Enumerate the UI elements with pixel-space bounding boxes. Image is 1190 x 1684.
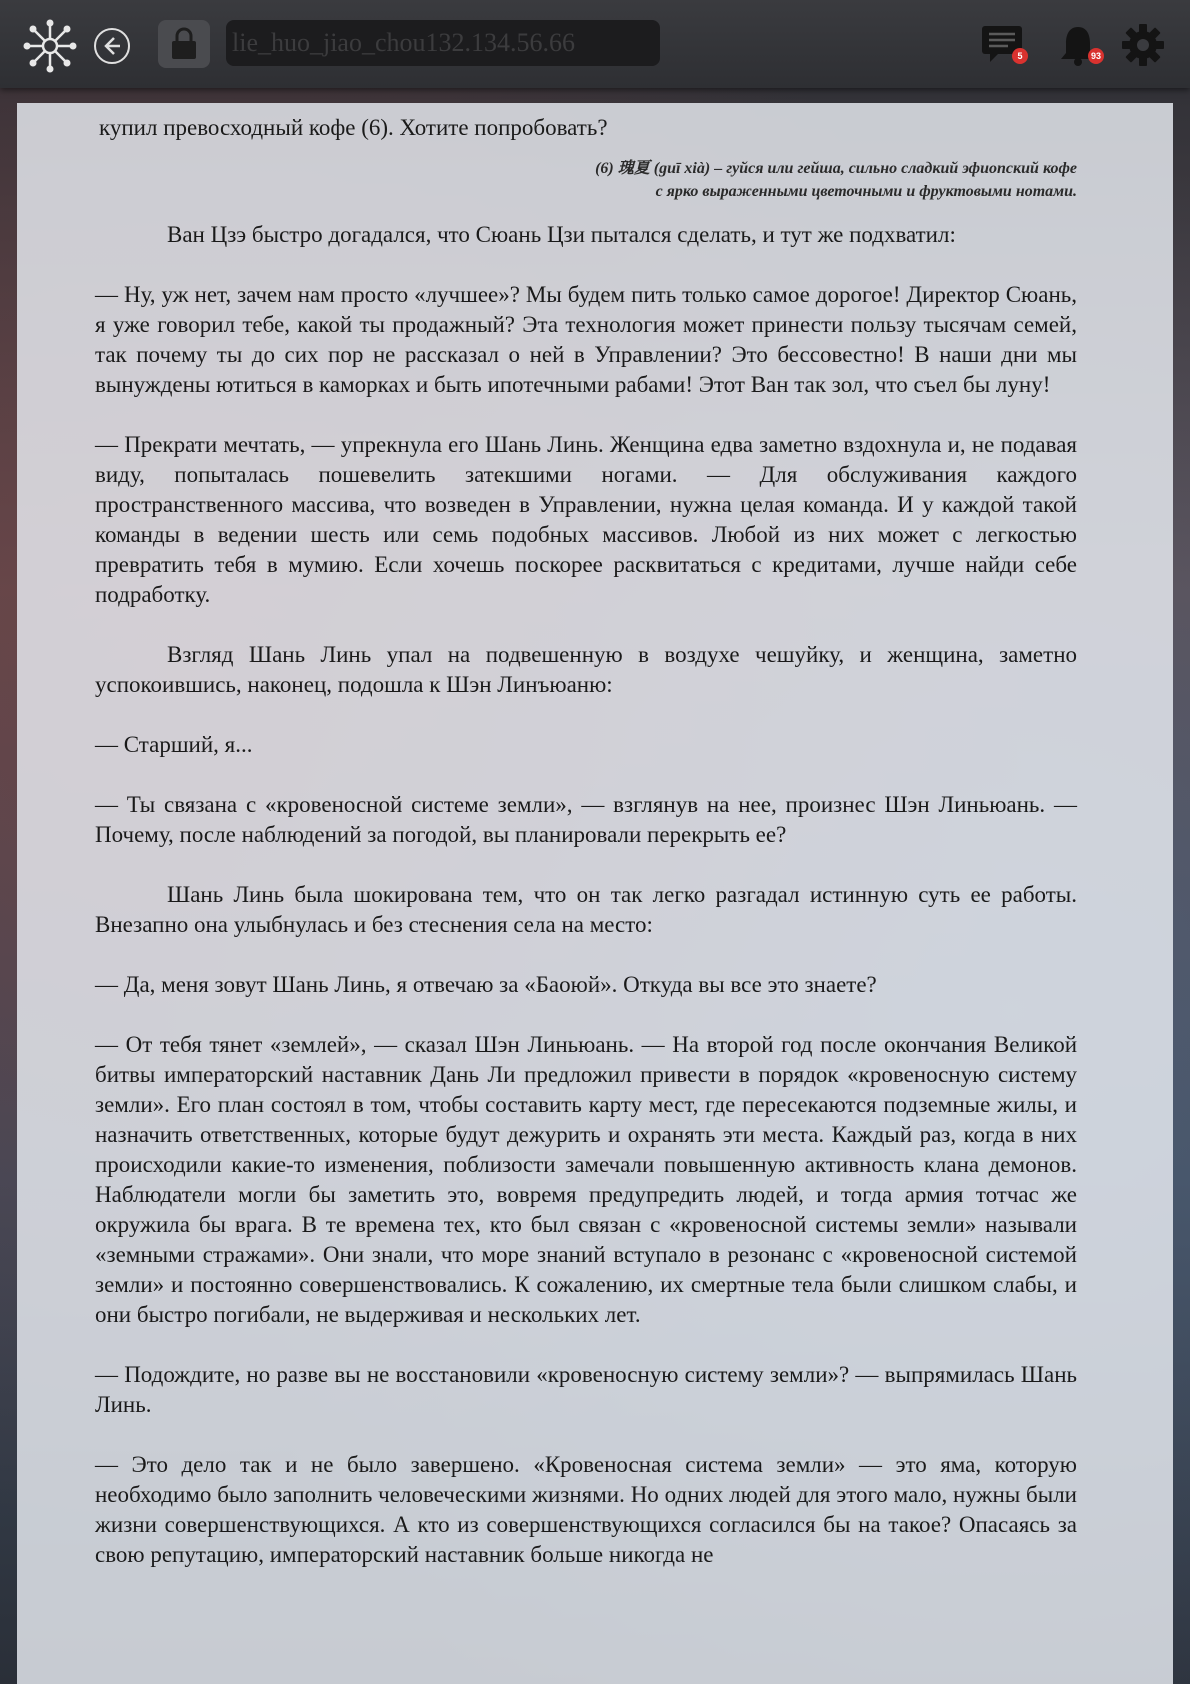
- messages-badge: 5: [1012, 48, 1028, 64]
- paragraph: Ван Цзэ быстро догадался, что Сюань Цзи пытался сделать, и тут же подхватил:: [167, 222, 956, 247]
- document-text: [95, 103, 1077, 1570]
- messages-icon[interactable]: [980, 22, 1028, 66]
- gear-icon[interactable]: [1118, 20, 1168, 70]
- notifications-badge: 93: [1088, 48, 1104, 64]
- bell-icon[interactable]: [1056, 22, 1100, 68]
- footnote-line: (6) 瑰夏 (guī xià) – гуйся или гейша, сильно сладкий эфиопский кофе: [595, 160, 1077, 177]
- paragraph: — От тебя тянет «землей», — сказал Шэн Линьюань. — На второй год после окончания Великой битвы императорский наставник Дань Ли предложил привести в порядок «кровеносную систему земли». Его план состоял в том, чтобы составить карту мест, где пересекаются подземные жилы, и назначить ответственных, которые будут дежурить и охранять эти места. Каждый раз, когда в них происходили какие-то изменения, поблизости замечали повышенную активность клана демонов. Наблюдатели могли бы заметить это, вовремя предупредить людей, и тогда армия тотчас же окружила бы врага. В те времена тех, кто был связан с «кровеносной системы земли» называли «земными стражами». Они знали, что море знаний вступало в резонанс с «кровеносной системой земли» и постоянно совершенствовались. К сожалению, их смертные тела были слишком слабы, и они быстро погибали, не выдерживая и нескольких лет.: [95, 1032, 1077, 1327]
- paragraph: — Да, меня зовут Шань Линь, я отвечаю за «Баоюй». Откуда вы все это знаете?: [95, 972, 877, 997]
- paragraph: — Подождите, но разве вы не восстановили «кровеносную систему земли»? — выпрямилась Шань Линь.: [95, 1362, 1077, 1417]
- paragraph: — Это дело так и не было завершено. «Кровеносная система земли» — это яма, которую необходимо было заполнить человеческими жизнями. Но одних людей для этого мало, нужны были жизни совершенствующихся. А кто из совершенствующихся согласился бы на такое? Опасаясь за свою репутацию, императорский наставник больше никогда не: [95, 1452, 1077, 1567]
- paragraph: — Старший, я...: [95, 732, 253, 757]
- footnote-line: с ярко выраженными цветочными и фруктовыми нотами.: [655, 183, 1077, 200]
- paragraph: — Ты связана с «кровеносной системе земли», — взглянув на нее, произнес Шэн Линьюань. — Почему, после наблюдений за погодой, вы планировали перекрыть ее?: [95, 792, 1077, 847]
- paragraph: Взгляд Шань Линь упал на подвешенную в воздухе чешуйку, и женщина, заметно успокоившись, наконец, подошла к Шэн Линъюаню:: [95, 642, 1077, 697]
- paragraph: — Прекрати мечтать, — упрекнула его Шань Линь. Женщина едва заметно вздохнула и, не подавая виду, попыталась пошевелить затекшими ногами. — Для обслуживания каждого пространственного массива, что возведен в Управлении, нужна целая команда. И у каждой такой команды в ведении шесть или семь подобных массивов. Любой из них может с легкостью превратить тебя в мумию. Если хочешь поскорее расквитаться с кредитами, лучше найди себе подработку.: [95, 432, 1077, 607]
- paragraph: Шань Линь была шокирована тем, что он так легко разгадал истинную суть ее работы. Внезапно она улыбнулась и без стеснения села на место:: [95, 882, 1077, 937]
- back-arrow-icon[interactable]: [92, 26, 132, 66]
- lock-icon[interactable]: [158, 20, 210, 68]
- paragraph: купил превосходный кофе (6). Хотите попробовать?: [99, 115, 608, 140]
- document-page: [17, 103, 1173, 1684]
- top-toolbar: [0, 0, 1190, 88]
- network-hub-icon[interactable]: [22, 18, 78, 74]
- paragraph: — Ну, уж нет, зачем нам просто «лучшее»? Мы будем пить только самое дорогое! Директор Сюань, я уже говорил тебе, какой ты продажный? Эта технология может принести пользу тысячам семей, так почему ты до сих пор не рассказал о ней в Управлении? Это бессовестно! В наши дни мы вынуждены ютиться в каморках и быть ипотечными рабами! Этот Ван так зол, что съел бы луну!: [95, 282, 1077, 397]
- address-field[interactable]: lie_huo_jiao_chou132.134.56.66: [226, 20, 660, 66]
